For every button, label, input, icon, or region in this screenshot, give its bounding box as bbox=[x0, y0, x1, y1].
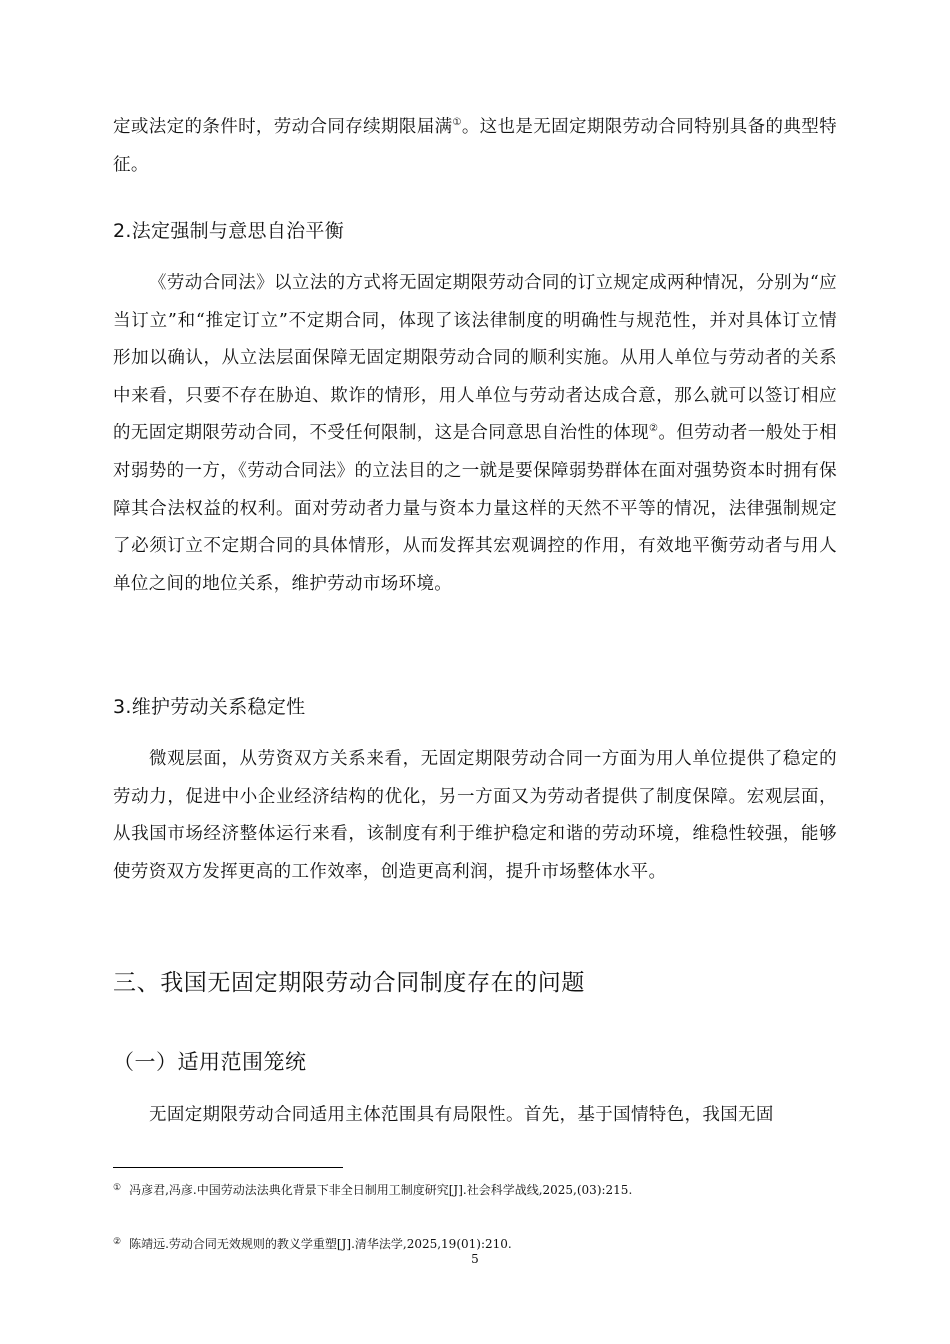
paragraph-legal-balance-text-a: 《劳动合同法》以立法的方式将无固定期限劳动合同的订立规定成两种情况，分别为“应当订立”和“推定订立”不定期合同，体现了该法律制度的明确性与规范性，并对具体订立情形加以确认，从立法层面保障无固定期限劳动合同的顺利实施。从用人单位与劳动者的关系中来看，只要不存在胁迫、欺诈的情形，用人单位与劳动者达成合意，那么就可以签订相应的无固定期限劳动合同，不受任何限制，这是合同意思自治性的体现 bbox=[113, 273, 837, 444]
paragraph-stability: 微观层面，从劳资双方关系来看，无固定期限劳动合同一方面为用人单位提供了稳定的劳动力，促进中小企业经济结构的优化，另一方面又为劳动者提供了制度保障。宏观层面，从我国市场经济整体运行来看，该制度有利于维护稳定和谐的劳动环境，维稳性较强，能够使劳资双方发挥更高的工作效率，创造更高利润，提升市场整体水平。 bbox=[113, 749, 837, 882]
footnote-2 bbox=[113, 1234, 837, 1252]
footnote-ref-1[interactable]: ① bbox=[452, 117, 462, 128]
footnote-1-mark: ① bbox=[113, 1183, 122, 1193]
footnote-separator bbox=[113, 1167, 343, 1168]
footnote-2-mark: ② bbox=[113, 1237, 122, 1247]
paragraph-intro-text-b: 。这也是无固定期限劳动合同特别具备的典型特征。 bbox=[113, 117, 837, 175]
paragraph-intro bbox=[113, 109, 837, 184]
page-number: 5 bbox=[471, 1252, 479, 1266]
footnote-2-text: 陈靖远.劳动合同无效规则的教义学重塑[J].清华法学,2025,19(01):210. bbox=[129, 1237, 512, 1251]
paragraph-scope: 无固定期限劳动合同适用主体范围具有局限性。首先，基于国情特色，我国无固 bbox=[149, 1105, 774, 1125]
paragraph-legal-balance bbox=[113, 265, 837, 603]
footnote-ref-2[interactable]: ② bbox=[649, 423, 659, 435]
footnote-1 bbox=[113, 1180, 837, 1198]
heading-legal-balance: 2.法定强制与意思自治平衡 bbox=[113, 220, 345, 242]
heading-stability: 3.维护劳动关系稳定性 bbox=[113, 696, 306, 718]
footnote-1-text: 冯彦君,冯彦.中国劳动法法典化背景下非全日制用工制度研究[J].社会科学战线,2025,(03):215. bbox=[129, 1183, 633, 1197]
subsection-title: （一）适用范围笼统 bbox=[113, 1050, 307, 1074]
paragraph-intro-text-a: 定或法定的条件时，劳动合同存续期限届满 bbox=[113, 117, 453, 137]
paragraph-legal-balance-text-b: 。但劳动者一般处于相对弱势的一方，《劳动合同法》的立法目的之一就是要保障弱势群体在面对强势资本时拥有保障其合法权益的权利。面对劳动者力量与资本力量这样的天然不平等的情况，法律强制规定了必须订立不定期合同的具体情形，从而发挥其宏观调控的作用，有效地平衡劳动者与用人单位之间的地位关系，维护劳动市场环境。 bbox=[113, 423, 838, 594]
section-title: 三、我国无固定期限劳动合同制度存在的问题 bbox=[113, 970, 585, 996]
